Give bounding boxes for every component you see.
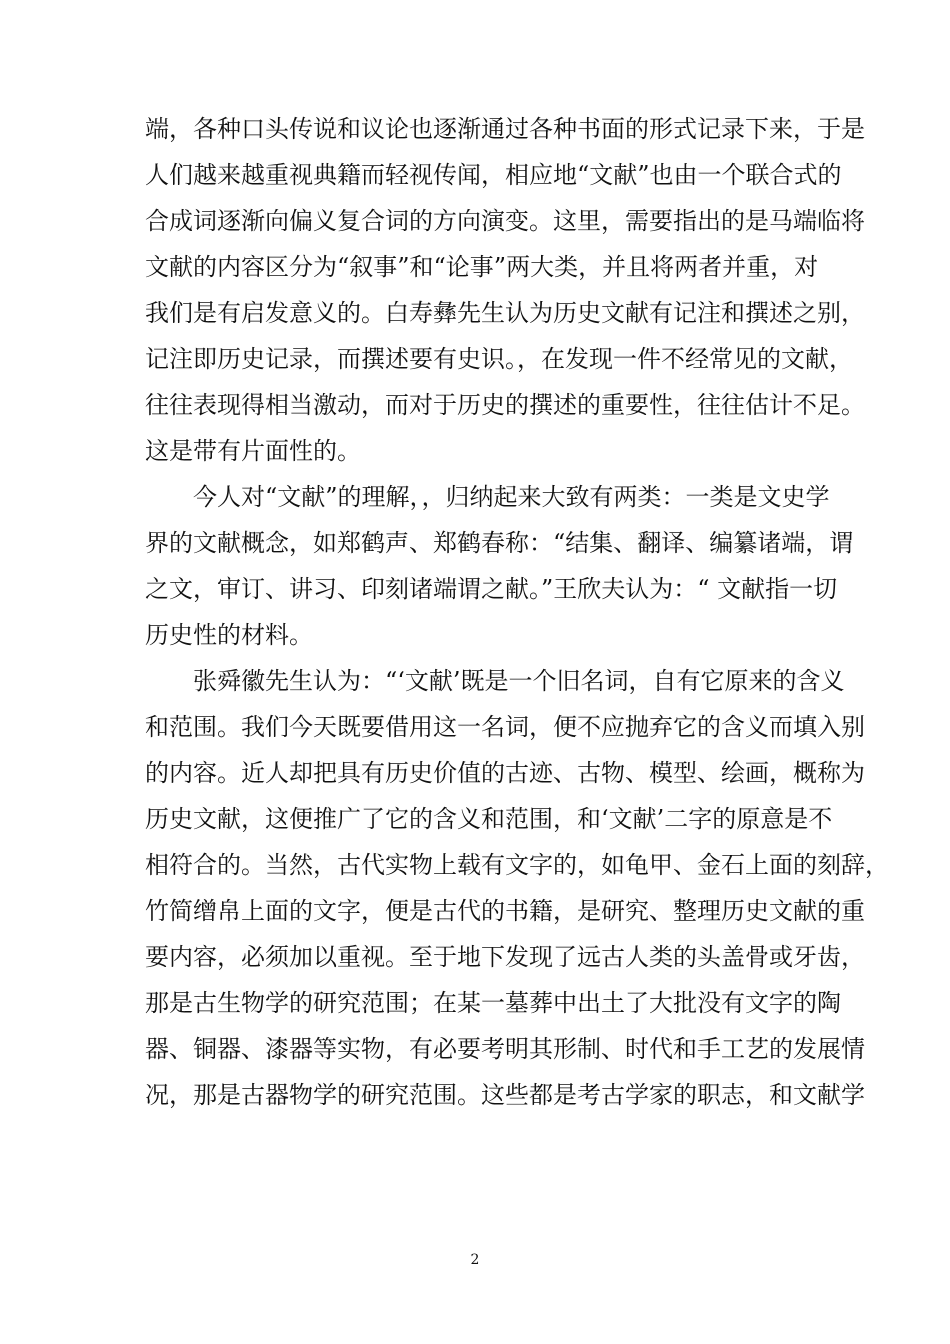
text-line: 人们越来越重视典籍而轻视传闻，相应地“文献”也由一个联合式的 — [145, 161, 842, 189]
text-line: 合成词逐渐向偏义复合词的方向演变。这里，需要指出的是马端临将 — [145, 207, 865, 235]
text-line: 那是古生物学的研究范围；在某一墓葬中出土了大批没有文字的陶 — [145, 989, 841, 1017]
text-line: 端，各种口头传说和议论也逐渐通过各种书面的形式记录下来，于是 — [145, 115, 865, 143]
text-line: 我们是有启发意义的。白寿彝先生认为历史文献有记注和撰述之别， — [145, 299, 865, 327]
text-line: 况，那是古器物学的研究范围。这些都是考古学家的职志，和文献学 — [145, 1081, 865, 1109]
text-line: 记注即历史记录，而撰述要有史识。，在发现一件不经常见的文献， — [145, 345, 853, 373]
text-line: 之文，审订、讲习、印刻诸端谓之献。”王欣夫认为：“ 文献指一切 — [145, 575, 838, 603]
text-line: 要内容，必须加以重视。至于地下发现了远古人类的头盖骨或牙齿， — [145, 943, 865, 971]
paragraph-2 — [145, 483, 854, 649]
text-line: 张舜徽先生认为：“‘文献’既是一个旧名词，自有它原来的含义 — [193, 667, 845, 695]
text-line: 文献的内容区分为“叙事”和“论事”两大类，并且将两者并重，对 — [145, 253, 819, 281]
text-line: 和范围。我们今天既要借用这一名词，便不应抛弃它的含义而填入别 — [145, 713, 865, 741]
text-line: 历史文献，这便推广了它的含义和范围，和‘文献’二字的原意是不 — [145, 805, 833, 833]
text-line: 历史性的材料。 — [145, 621, 313, 649]
paragraph-1 — [145, 115, 865, 465]
text-line: 器、铜器、漆器等实物，有必要考明其形制、时代和手工艺的发展情 — [145, 1035, 865, 1063]
text-line: 相符合的。当然，古代实物上载有文字的，如龟甲、金石上面的刻辞， — [145, 851, 889, 879]
text-line: 竹简缯帛上面的文字，便是古代的书籍，是研究、整理历史文献的重 — [145, 897, 865, 925]
text-line: 的内容。近人却把具有历史价值的古迹、古物、模型、绘画，概称为 — [145, 759, 865, 787]
text-line: 这是带有片面性的。 — [145, 437, 361, 465]
text-line: 往往表现得相当激动，而对于历史的撰述的重要性，往往估计不足。 — [145, 391, 865, 419]
text-line: 界的文献概念，如郑鹤声、郑鹤春称：“结集、翻译、编纂诸端，谓 — [145, 529, 854, 557]
text-line: 今人对“文献”的理解，，归纳起来大致有两类：一类是文史学 — [193, 483, 830, 511]
page-number: 2 — [470, 1252, 480, 1268]
body-text — [145, 115, 889, 1128]
paragraph-3 — [145, 667, 889, 1109]
